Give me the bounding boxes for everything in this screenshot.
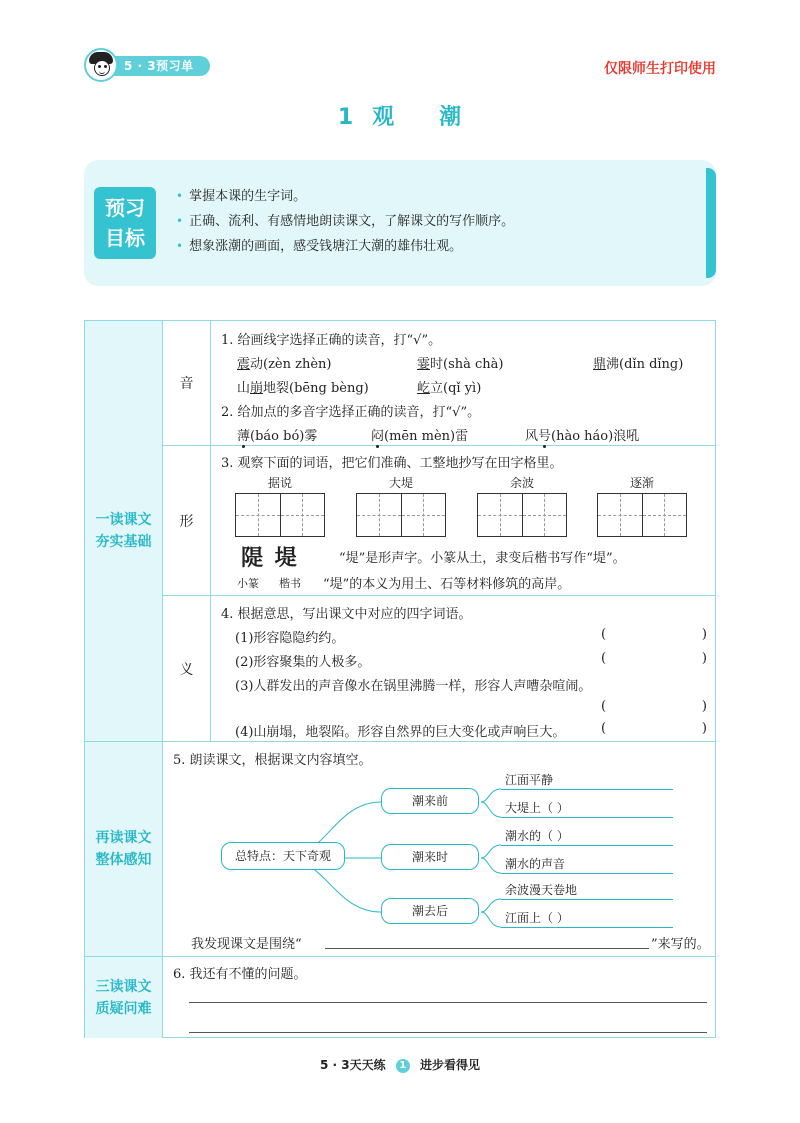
preview-goals-panel <box>84 160 716 286</box>
character-note: “堤”是形声字。小篆从土，隶变后楷书写作“堤”。 <box>339 551 626 566</box>
mind-map-leaf: 余波漫天卷地 <box>505 883 578 897</box>
print-notice: 仅限师生打印使用 <box>604 61 716 77</box>
tianzige-grid[interactable] <box>356 493 446 537</box>
seal-caption: 楷书 <box>279 577 301 590</box>
mind-map-branch: 潮来前 <box>381 788 479 814</box>
tianzige-grid[interactable] <box>235 493 325 537</box>
lesson-title-char-2: 潮 <box>439 105 463 130</box>
copy-word-block <box>235 476 325 537</box>
character-note: “堤”的本义为用土、石等材料修筑的高岸。 <box>323 577 571 592</box>
question-5-prompt: 5. 朗读课文，根据课文内容填空。 <box>173 753 372 768</box>
q1-item: 震动(zèn zhèn) <box>237 357 332 372</box>
question-6-prompt: 6. 我还有不懂的问题。 <box>173 967 307 982</box>
sub-label-sound: 音 <box>163 321 211 445</box>
copy-word: 余波 <box>509 476 534 490</box>
mascot-icon <box>84 48 118 82</box>
page-footer <box>0 1056 800 1073</box>
lesson-title-char-1: 观 <box>372 105 396 130</box>
exercise-table: 一读课文 夯实基础 再读课文 整体感知 三读课文 质疑问难 音 形 义 1. 给画线字选择正确的读音，打“√”。 震动(zèn zhèn) 霎时(shà chà) 鼎沸(dǐn dǐng) 山崩地裂(bēng bèng) 屹立(qǐ yì) 2. 给加点的多音字选择正确的读音，打“√”。 薄(báo bó)雾 闷(mēn mèn)雷 风号(hào háo)浪吼 3. 观察下面的词语，把它们准确、工整地抄写在田字格里。 据说 大堤 余波 逐渐 隄 堤 小篆 楷书 “堤”是形声字。小篆从土，隶变后楷书写作“堤”。 “堤”的本义为用土、石等材料修筑的高岸。 4. 根据意思，写出课文中对应的四字词语。 (1)形容隐隐约约。 ( ) (2)形容聚集的人极多。 ( ) (3)人群发出的声音像水在锅里沸腾一样，形容人声嘈杂喧闹。 ( ) (4)山崩塌，地裂陷。形容自然界的巨大变化或声响巨大。 ( ) 5. 朗读课文，根据课文内容填空。 总特点：天下奇观 潮来前 潮来时 潮去后 江面平静 大堤上（ ） 潮水的（ ） 潮水的声音 余波漫天卷地 江面上（ ） 我发现课文是围绕“ ”来写的。 6. 我还有不懂的问题。 <box>84 320 716 1038</box>
goal-item: • 正确、流利、有感情地朗读课文，了解课文的写作顺序。 <box>176 209 514 234</box>
sub-label-form: 形 <box>163 446 211 595</box>
question-4-prompt: 4. 根据意思，写出课文中对应的四字词语。 <box>221 607 472 622</box>
section-second-reading: 再读课文 整体感知 <box>85 742 163 956</box>
mind-map-leaf: 潮水的声音 <box>505 857 566 871</box>
mind-map-leaf: 江面上（ ） <box>505 911 569 925</box>
goals-side-tab <box>706 168 716 278</box>
footer-slogan: 进步看得见 <box>419 1058 480 1072</box>
copy-word: 大堤 <box>388 476 413 490</box>
page-number: 1 <box>396 1059 410 1073</box>
goals-list <box>176 184 514 259</box>
q4-item: (1)形容隐隐约约。 <box>235 631 345 646</box>
goal-item: • 掌握本课的生字词。 <box>176 184 514 209</box>
copy-word-block <box>597 476 687 537</box>
lesson-number: 1 <box>337 105 355 130</box>
q1-item: 山崩地裂(bēng bèng) <box>237 381 369 396</box>
mind-map-center: 总特点：天下奇观 <box>221 842 345 870</box>
seal-caption: 小篆 <box>237 577 259 590</box>
copy-word-block <box>477 476 567 537</box>
goals-label: 预习 目标 <box>94 187 156 259</box>
q2-item: 风号(hào háo)浪吼 <box>525 425 639 444</box>
sub-label-meaning: 义 <box>163 596 211 741</box>
question-answer-line[interactable] <box>189 1002 707 1003</box>
summary-suffix: ”来写的。 <box>651 937 710 952</box>
q2-item: 薄(báo bó)雾 <box>237 425 317 444</box>
question-3-prompt: 3. 观察下面的词语，把它们准确、工整地抄写在田字格里。 <box>221 456 563 471</box>
q1-item: 霎时(shà chà) <box>417 357 504 372</box>
tianzige-grid[interactable] <box>597 493 687 537</box>
question-1-prompt: 1. 给画线字选择正确的读音，打“√”。 <box>221 333 442 348</box>
copy-word: 逐渐 <box>629 476 654 490</box>
mind-map-leaf: 江面平静 <box>505 773 554 787</box>
series-badge-label: 5 · 3预习单 <box>98 56 210 76</box>
section-third-reading: 三读课文 质疑问难 <box>85 957 163 1038</box>
copy-word: 据说 <box>267 476 292 490</box>
q4-item: (4)山崩塌，地裂陷。形容自然界的巨大变化或声响巨大。 <box>235 725 566 740</box>
summary-prefix: 我发现课文是围绕“ <box>191 937 302 952</box>
goal-item: • 想象涨潮的画面，感受钱塘江大潮的雄伟壮观。 <box>176 234 514 259</box>
q1-item: 屹立(qǐ yì) <box>417 381 482 396</box>
q1-item: 鼎沸(dǐn dǐng) <box>593 357 684 372</box>
q4-item: (2)形容聚集的人极多。 <box>235 655 371 670</box>
series-badge <box>84 48 210 82</box>
section-first-reading: 一读课文 夯实基础 <box>85 321 163 741</box>
lesson-title <box>0 100 800 131</box>
footer-series: 5 · 3天天练 <box>319 1058 386 1072</box>
mind-map-branch: 潮来时 <box>381 844 479 870</box>
q2-item: 闷(mēn mèn)雷 <box>371 425 468 444</box>
q4-item: (3)人群发出的声音像水在锅里沸腾一样，形容人声嘈杂喧闹。 <box>235 679 592 694</box>
mind-map-leaf: 潮水的（ ） <box>505 829 569 843</box>
tianzige-grid[interactable] <box>477 493 567 537</box>
mind-map-leaf: 大堤上（ ） <box>505 801 569 815</box>
seal-script-illustration: 隄 堤 <box>241 545 299 571</box>
copy-word-block <box>356 476 446 537</box>
summary-answer-line[interactable] <box>325 948 649 949</box>
mind-map-branch: 潮去后 <box>381 898 479 924</box>
question-2-prompt: 2. 给加点的多音字选择正确的读音，打“√”。 <box>221 405 481 420</box>
question-answer-line[interactable] <box>189 1032 707 1033</box>
